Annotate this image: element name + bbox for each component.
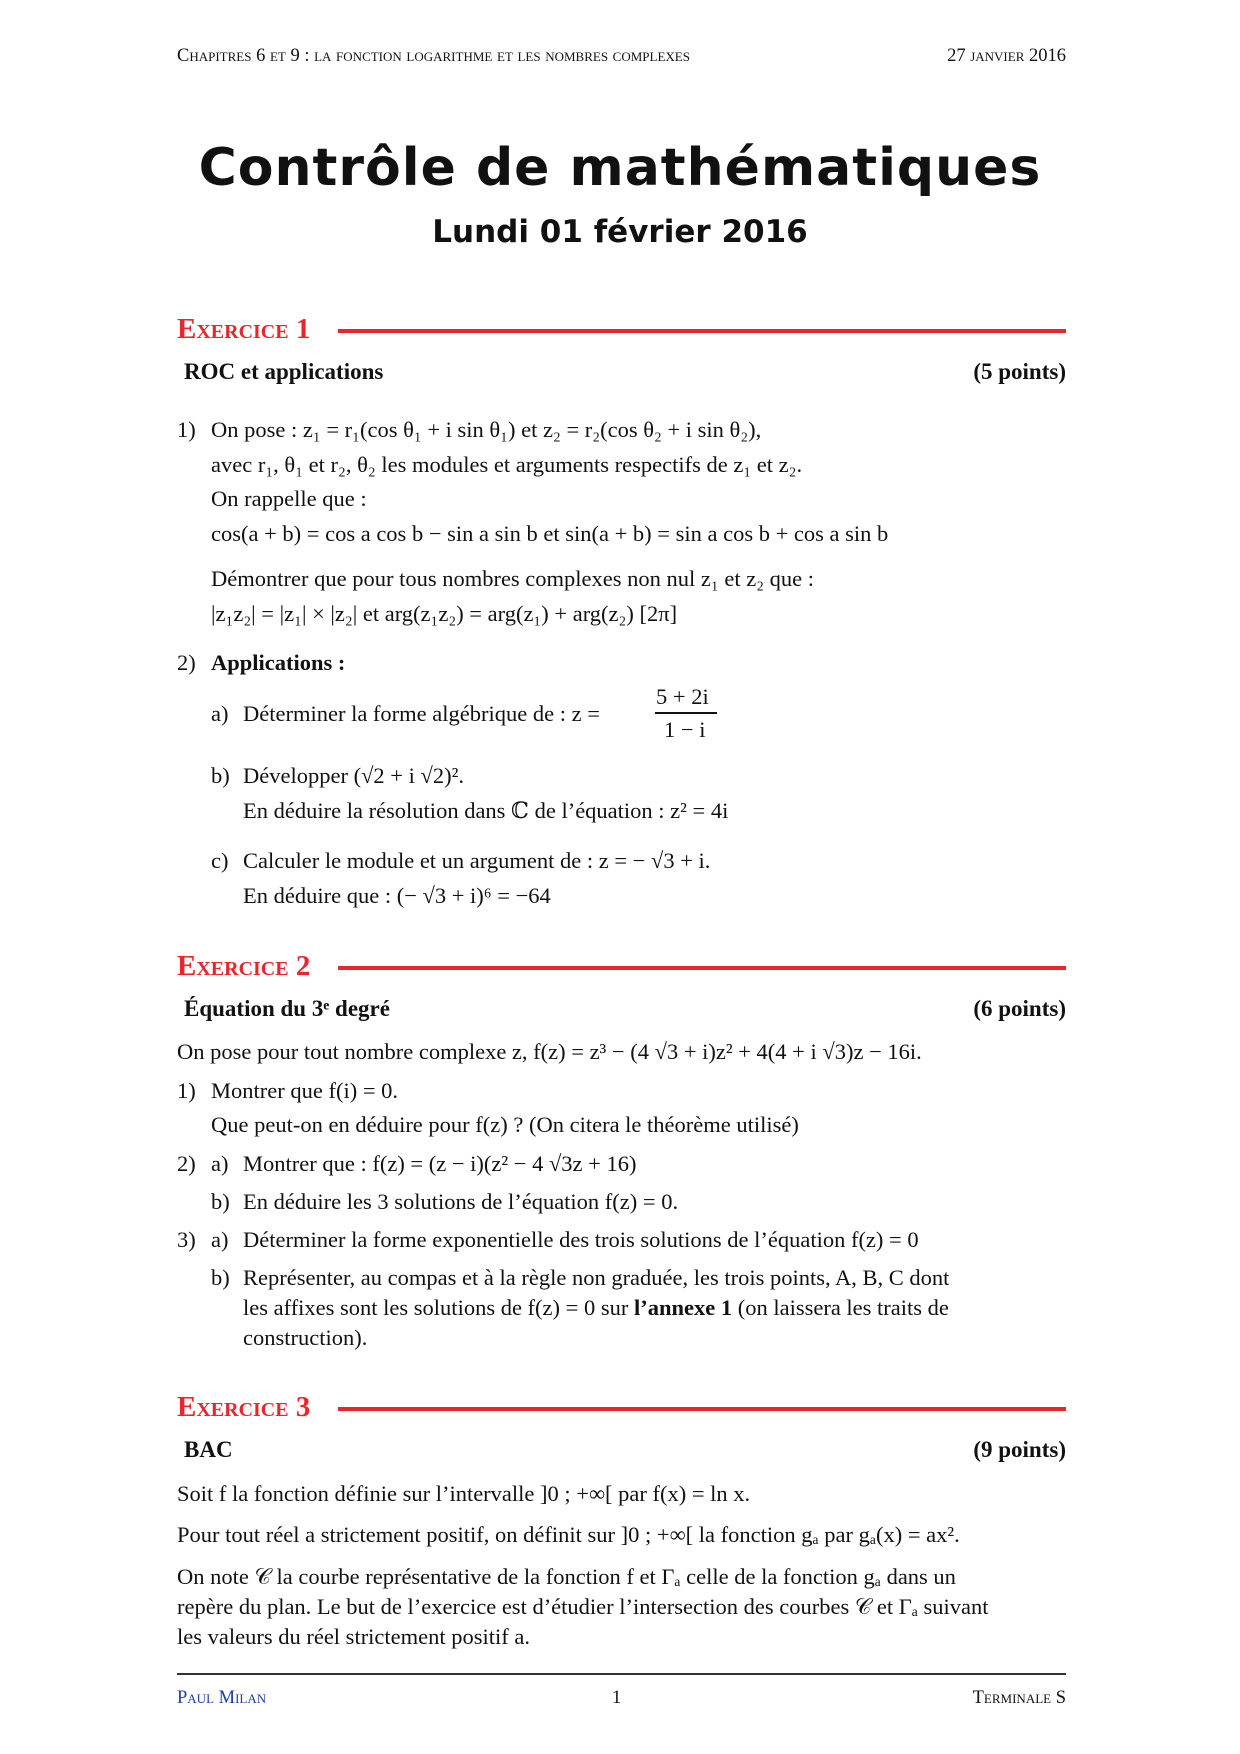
footer-class: Terminale S: [972, 1688, 1066, 1708]
ex2-q3b-text: les affixes sont les solutions de f(z) = 0 sur: [243, 1295, 634, 1320]
ex1-q2-title: Applications :: [211, 650, 346, 675]
ex1-q1-line: Démontrer que pour tous nombres complexes non nul z₁ et z₂ que :: [211, 566, 815, 591]
ex3-paragraph: On note 𝒞 la courbe représentative de la fonction f et Γₐ celle de la fonction gₐ dans un: [177, 1564, 956, 1589]
subquestion-letter: a): [211, 701, 229, 726]
subquestion-letter: c): [211, 848, 229, 873]
ex2-q3b-line: [243, 1294, 949, 1322]
ex1-q2b-line: En déduire la résolution dans ℂ de l’équation : z² = 4i: [243, 798, 729, 823]
ex1-q1-line: On pose : z₁ = r₁(cos θ₁ + i sin θ₁) et z₂ = r₂(cos θ₂ + i sin θ₂),: [211, 417, 762, 442]
exercise-2-rule: [338, 966, 1066, 970]
exercise-1-rule: [338, 329, 1066, 333]
ex1-q2a-text: Déterminer la forme algébrique de : z =: [243, 701, 600, 726]
page-header-right: 27 janvier 2016: [947, 46, 1066, 66]
page-header-left: Chapitres 6 et 9 : la fonction logarithme et les nombres complexes: [177, 46, 690, 66]
subquestion-letter: a): [211, 1151, 229, 1176]
ex1-q1-formula: |z₁z₂| = |z₁| × |z₂| et arg(z₁z₂) = arg(z₁) + arg(z₂) [2π]: [211, 601, 678, 626]
subquestion-letter: b): [211, 1189, 230, 1214]
exercise-1-subtitle: ROC et applications: [184, 359, 384, 384]
ex3-paragraph: les valeurs du réel strictement positif a.: [177, 1624, 531, 1649]
exam-date: Lundi 01 février 2016: [432, 214, 808, 250]
subquestion-letter: b): [211, 763, 230, 788]
ex1-q2b-line: Développer (√2 + i √2)².: [243, 763, 464, 788]
exercise-3-rule: [338, 1407, 1066, 1411]
ex2-q2b: En déduire les 3 solutions de l’équation f(z) = 0.: [243, 1189, 679, 1214]
ex1-q1-line: On rappelle que :: [211, 486, 367, 511]
ex2-q3b-line: construction).: [243, 1325, 368, 1350]
ex2-q3b-line: Représenter, au compas et à la règle non graduée, les trois points, A, B, C dont: [243, 1265, 950, 1290]
footer-author: Paul Milan: [177, 1688, 267, 1708]
exercise-2-subtitle: Équation du 3ᵉ degré: [184, 996, 390, 1021]
ex2-q3b-text: (on laissera les traits de: [732, 1295, 949, 1320]
subquestion-letter: b): [211, 1265, 230, 1290]
ex1-q1-formula: cos(a + b) = cos a cos b − sin a sin b et sin(a + b) = sin a cos b + cos a sin b: [211, 521, 889, 546]
exercise-1-title: Exercice 1: [177, 313, 311, 345]
ex1-q1-line: avec r₁, θ₁ et r₂, θ₂ les modules et arguments respectifs de z₁ et z₂.: [211, 452, 803, 477]
ex2-q3a: Déterminer la forme exponentielle des trois solutions de l’équation f(z) = 0: [243, 1227, 919, 1252]
exercise-2-points: (6 points): [973, 996, 1066, 1021]
exercise-2-title: Exercice 2: [177, 950, 311, 982]
question-number: 3): [177, 1227, 196, 1252]
page-number: 1: [612, 1688, 622, 1708]
ex2-q1-line: Montrer que f(i) = 0.: [211, 1078, 399, 1103]
footer-rule: [177, 1673, 1066, 1675]
ex1-q2c-line: En déduire que : (− √3 + i)⁶ = −64: [243, 883, 551, 908]
exercise-3-subtitle: BAC: [184, 1437, 233, 1462]
page-title: Contrôle de mathématiques: [198, 138, 1042, 198]
question-number: 1): [177, 417, 196, 442]
ex2-q1-line: Que peut-on en déduire pour f(z) ? (On citera le théorème utilisé): [211, 1112, 799, 1137]
fraction-denominator: 1 − i: [664, 717, 706, 742]
exercise-3-points: (9 points): [973, 1437, 1066, 1462]
ex1-q2c-line: Calculer le module et un argument de : z = − √3 + i.: [243, 848, 711, 873]
annex-reference: l’annexe 1: [633, 1295, 733, 1320]
fraction-bar: [655, 712, 717, 714]
ex3-paragraph: repère du plan. Le but de l’exercice est d’étudier l’intersection des courbes 𝒞 et Γₐ suivant: [177, 1594, 989, 1619]
question-number: 2): [177, 1151, 196, 1176]
ex3-paragraph: Pour tout réel a strictement positif, on définit sur ]0 ; +∞[ la fonction gₐ par gₐ(x) = ax².: [177, 1522, 960, 1547]
fraction-numerator: 5 + 2i: [656, 684, 709, 709]
subquestion-letter: a): [211, 1227, 229, 1252]
ex2-q2a: Montrer que : f(z) = (z − i)(z² − 4 √3z + 16): [243, 1151, 637, 1176]
ex3-paragraph: Soit f la fonction définie sur l’intervalle ]0 ; +∞[ par f(x) = ln x.: [177, 1481, 751, 1506]
question-number: 1): [177, 1078, 196, 1103]
exercise-3-title: Exercice 3: [177, 1391, 311, 1423]
ex2-intro: On pose pour tout nombre complexe z, f(z) = z³ − (4 √3 + i)z² + 4(4 + i √3)z − 16i.: [177, 1039, 922, 1064]
question-number: 2): [177, 650, 196, 675]
exercise-1-points: (5 points): [973, 359, 1066, 384]
